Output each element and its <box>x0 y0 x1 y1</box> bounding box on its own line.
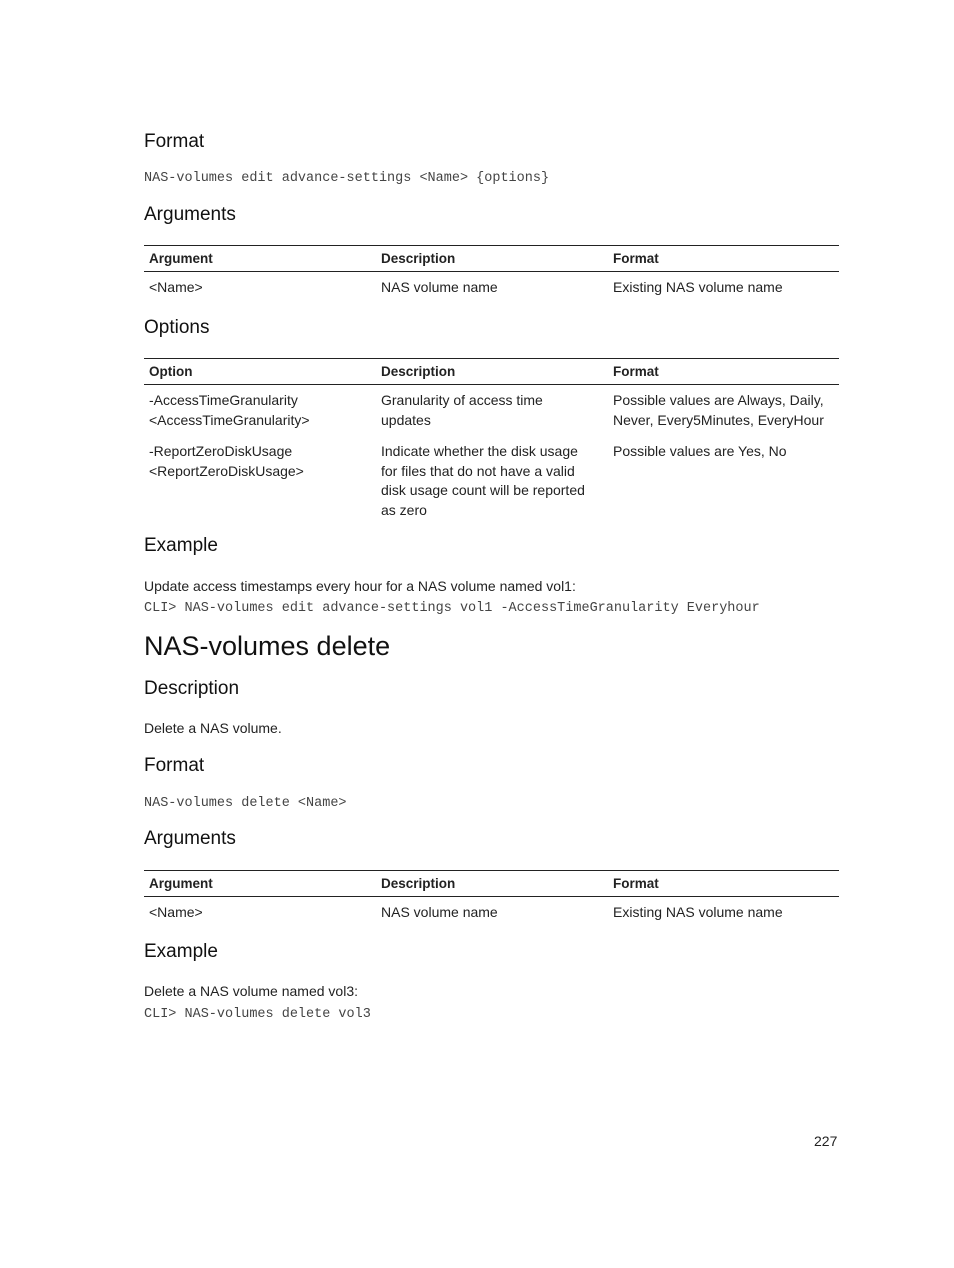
table-row <box>144 272 839 301</box>
format-cell: Existing NAS volume name <box>613 904 783 920</box>
description-heading: Description <box>144 678 240 699</box>
column-header-description: Description <box>376 359 608 385</box>
format-cell <box>608 433 839 523</box>
option-line: -AccessTimeGranularity <box>149 392 298 408</box>
example-text: Delete a NAS volume named vol3: <box>144 983 358 999</box>
description-line: as zero <box>381 501 427 518</box>
options-table <box>144 358 839 523</box>
format-code: NAS-volumes delete <Name> <box>144 796 347 811</box>
description-cell: NAS volume name <box>381 904 498 920</box>
description-line: disk usage count will be reported <box>381 482 585 498</box>
table-header-row <box>144 246 839 272</box>
table-row <box>144 385 839 434</box>
description-line: Granularity of access time <box>381 392 543 408</box>
options-heading: Options <box>144 317 210 338</box>
description-text: Delete a NAS volume. <box>144 720 282 736</box>
description-line: updates <box>381 411 431 428</box>
column-header-argument: Argument <box>144 871 376 897</box>
description-cell <box>376 385 608 434</box>
column-header-description: Description <box>376 871 608 897</box>
format-heading: Format <box>144 755 205 776</box>
option-cell <box>144 433 376 523</box>
option-cell <box>144 385 376 434</box>
example-code: CLI> NAS-volumes edit advance-settings vol1 -AccessTimeGranularity Everyhour <box>144 601 760 616</box>
table-row <box>144 433 839 523</box>
format-line: Possible values are Yes, No <box>613 443 787 459</box>
argument-cell: <Name> <box>149 279 203 295</box>
arguments-heading: Arguments <box>144 204 236 225</box>
argument-cell: <Name> <box>149 904 203 920</box>
column-header-argument: Argument <box>144 246 376 272</box>
table-row <box>144 897 839 926</box>
description-cell: NAS volume name <box>381 279 498 295</box>
column-header-format: Format <box>608 871 839 897</box>
example-heading: Example <box>144 535 218 556</box>
column-header-option: Option <box>144 359 376 385</box>
format-cell: Existing NAS volume name <box>613 279 783 295</box>
description-line: Indicate whether the disk usage <box>381 443 578 459</box>
section-title: NAS-volumes delete <box>144 631 391 661</box>
format-heading: Format <box>144 131 205 152</box>
format-line: Possible values are Always, Daily, <box>613 392 824 408</box>
example-code: CLI> NAS-volumes delete vol3 <box>144 1007 371 1022</box>
option-line: -ReportZeroDiskUsage <box>149 443 293 459</box>
example-text: Update access timestamps every hour for a NAS volume named vol1: <box>144 578 576 594</box>
arguments-heading: Arguments <box>144 828 236 849</box>
column-header-format: Format <box>608 359 839 385</box>
table-header-row <box>144 359 839 385</box>
option-line: <AccessTimeGranularity> <box>149 411 310 428</box>
example-heading: Example <box>144 941 218 962</box>
table-header-row <box>144 871 839 897</box>
arguments-table <box>144 245 839 301</box>
description-cell <box>376 433 608 523</box>
column-header-description: Description <box>376 246 608 272</box>
column-header-format: Format <box>608 246 839 272</box>
arguments-table <box>144 870 839 926</box>
format-code: NAS-volumes edit advance-settings <Name> {options} <box>144 171 550 186</box>
page-number: 227 <box>814 1133 838 1149</box>
option-line: <ReportZeroDiskUsage> <box>149 462 304 479</box>
format-line: Never, Every5Minutes, EveryHour <box>613 411 824 428</box>
description-line: for files that do not have a valid <box>381 462 575 479</box>
format-cell <box>608 385 839 434</box>
